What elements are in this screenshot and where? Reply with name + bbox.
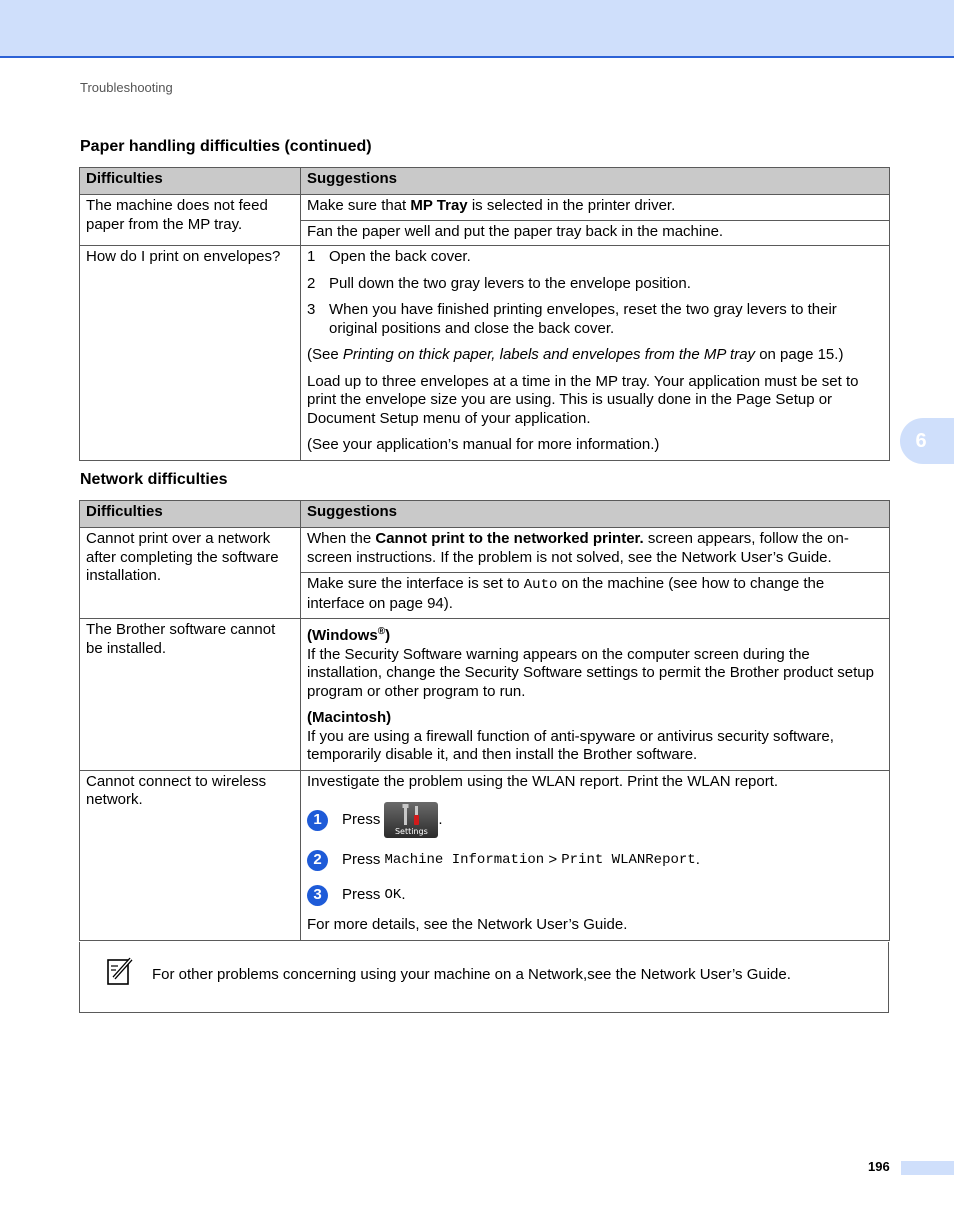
table-header-row — [80, 168, 890, 195]
step-badge: 1 — [307, 810, 328, 831]
note-text: For other problems concerning using your machine on a Network,see the Network User’s Guide. — [152, 966, 791, 983]
table-row — [80, 619, 890, 771]
suggestion-cell — [301, 573, 890, 619]
step-number: 2 — [307, 274, 316, 292]
list-item — [307, 301, 883, 338]
list-item — [307, 802, 883, 838]
list-item — [307, 248, 883, 267]
header-rule — [0, 56, 954, 58]
macintosh-text: If you are using a firewall function of anti-spyware or antivirus security software, temporarily disable it, and then install the Brother software. — [307, 727, 834, 763]
step-text: Open the back cover. — [329, 248, 471, 265]
cross-reference — [307, 346, 883, 365]
machine-information-label: Machine Information — [384, 852, 545, 869]
suggestion-text: Make sure that — [307, 197, 411, 214]
page-number-bar — [901, 1161, 954, 1175]
suggestion-text: on the machine (see how to change the interface on page 94). — [307, 575, 825, 612]
suggestion-cell — [301, 195, 890, 221]
registered-mark: ® — [377, 626, 386, 637]
cross-reference-link[interactable]: Printing on thick paper, labels and envelopes from the MP tray — [342, 346, 756, 363]
windows-heading — [307, 623, 883, 646]
column-header-difficulties: Difficulties — [80, 501, 301, 528]
ok-label: OK — [384, 887, 402, 904]
mp-tray-label: MP Tray — [410, 197, 468, 214]
table-header-row — [80, 501, 890, 528]
running-head: Troubleshooting — [80, 80, 173, 95]
print-wlanreport-label: Print WLANReport — [561, 852, 696, 869]
step-text: When you have finished printing envelopes, reset the two gray levers to their original positions and close the back cover. — [329, 301, 837, 337]
difficulty-cell: How do I print on envelopes? — [80, 246, 301, 461]
difficulty-cell: The Brother software cannot be installed. — [80, 619, 301, 771]
suggestion-cell — [301, 619, 890, 771]
header-band — [0, 0, 954, 56]
macintosh-heading — [307, 709, 883, 728]
table-row — [80, 770, 890, 940]
difficulty-cell: Cannot print over a network after completing the software installation. — [80, 528, 301, 619]
table-row — [80, 528, 890, 573]
suggestion-text: Make sure the interface is set to — [307, 575, 524, 592]
wlan-intro: Investigate the problem using the WLAN report. Print the WLAN report. — [307, 772, 779, 790]
step-end: . — [401, 886, 406, 904]
suggestion-cell — [301, 246, 890, 461]
network-difficulties-table — [79, 500, 890, 941]
suggestion-cell — [301, 770, 890, 940]
step-badge: 3 — [307, 885, 328, 906]
auto-setting-label: Auto — [523, 577, 558, 593]
wrench-screwdriver-icon — [384, 802, 438, 828]
step-text: Press — [342, 886, 381, 904]
cross-reference-suffix: on page 15.) — [755, 346, 844, 363]
suggestion-cell: Fan the paper well and put the paper tray back in the machine. — [301, 220, 890, 246]
windows-text: If the Security Software warning appears on the computer screen during the installation, change the Security Software settings to permit the Brother product setup program or other program to run. — [307, 645, 874, 700]
difficulty-cell: The machine does not feed paper from the MP tray. — [80, 195, 301, 246]
note-pencil-icon — [106, 956, 134, 986]
difficulty-cell: Cannot connect to wireless network. — [80, 770, 301, 940]
chapter-tab: 6 — [900, 418, 954, 464]
column-header-suggestions: Suggestions — [301, 168, 890, 195]
windows-label: (Windows — [307, 627, 378, 644]
network-guide-note: For more details, see the Network User’s Guide. — [307, 916, 628, 933]
list-item — [307, 275, 883, 294]
step-number: 1 — [307, 248, 316, 265]
list-item — [307, 850, 883, 871]
suggestion-text: is selected in the printer driver. — [467, 197, 676, 214]
paper-section-title: Paper handling difficulties (continued) — [80, 138, 372, 155]
step-text: Pull down the two gray levers to the envelope position. — [329, 274, 691, 292]
macintosh-label: (Macintosh) — [307, 709, 392, 726]
table-row — [80, 195, 890, 221]
manual-note: (See your application’s manual for more information.) — [307, 436, 660, 453]
step-end: . — [695, 851, 700, 869]
network-section-title: Network difficulties — [80, 471, 228, 488]
step-badge: 2 — [307, 850, 328, 871]
settings-button[interactable] — [384, 802, 438, 838]
envelope-load-text: Load up to three envelopes at a time in the MP tray. Your application must be set to print the envelope size you are using. This is usually done in the Page Setup or Document Setup menu of your application. — [307, 372, 859, 427]
page-number: 196 — [868, 1159, 890, 1174]
cross-reference-prefix: (See — [307, 346, 343, 363]
windows-label-close: ) — [385, 627, 391, 644]
column-header-suggestions: Suggestions — [301, 501, 890, 528]
column-header-difficulties: Difficulties — [80, 168, 301, 195]
step-text: Press — [342, 851, 381, 869]
paper-handling-table — [79, 167, 890, 461]
table-row — [80, 246, 890, 461]
step-end: . — [438, 810, 443, 828]
suggestion-text: When the — [307, 530, 376, 547]
settings-button-label: Settings — [394, 827, 428, 836]
step-number: 3 — [307, 301, 316, 318]
error-message-label: Cannot print to the networked printer. — [375, 530, 644, 547]
note-box — [79, 942, 889, 1013]
suggestion-cell — [301, 528, 890, 573]
list-item — [307, 885, 883, 906]
suggestion-text: screen appears, follow the on-screen instructions. If the problem is not solved, see the Network User’s Guide. — [307, 530, 849, 566]
step-text: Press — [342, 810, 381, 828]
menu-separator: > — [544, 851, 562, 869]
